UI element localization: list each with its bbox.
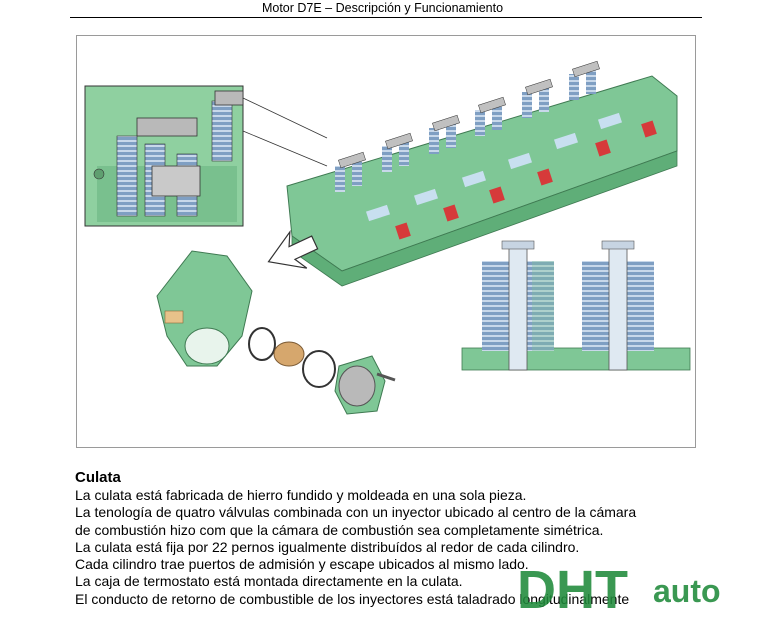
- paragraph-line: La caja de termostato está montada directamente en la culata.: [75, 573, 463, 590]
- paragraph-line: La culata está fija por 22 pernos igualmente distribuídos al redor de cada cilindro.: [75, 538, 580, 555]
- watermark-logo: [515, 558, 760, 614]
- header-title: Motor D7E – Descripción y Funcionamiento: [261, 1, 504, 15]
- paragraph-line: La tenología de quatro válvulas combinada con un inyector ubicado al centro de la cámara: [75, 504, 637, 521]
- section-title: Culata: [75, 469, 121, 486]
- paragraph-line: El conducto de retorno de combustible de los inyectores está taladrado longitudinalmente: [75, 590, 630, 607]
- valve-section-detail: [462, 241, 690, 370]
- paragraph-line: La culata está fabricada de hierro fundido y moldeada en una sola pieza.: [75, 487, 527, 503]
- rocker-arm-inset: [85, 86, 243, 226]
- header-divider: [70, 17, 702, 18]
- logo-text-right: auto: [653, 573, 721, 609]
- paragraph-line: de combustión hizo com que la cámara de combustión sea completamente simétrica.: [75, 521, 604, 538]
- cylinder-head-figure: [76, 35, 696, 448]
- logo-text-left: DHT: [517, 560, 628, 614]
- paragraph-line: Cada cilindro trae puertos de admisión y escape ubicados al mismo lado.: [75, 556, 529, 573]
- cylinder-head-illustration: [77, 36, 696, 448]
- logo-icon: [515, 558, 760, 614]
